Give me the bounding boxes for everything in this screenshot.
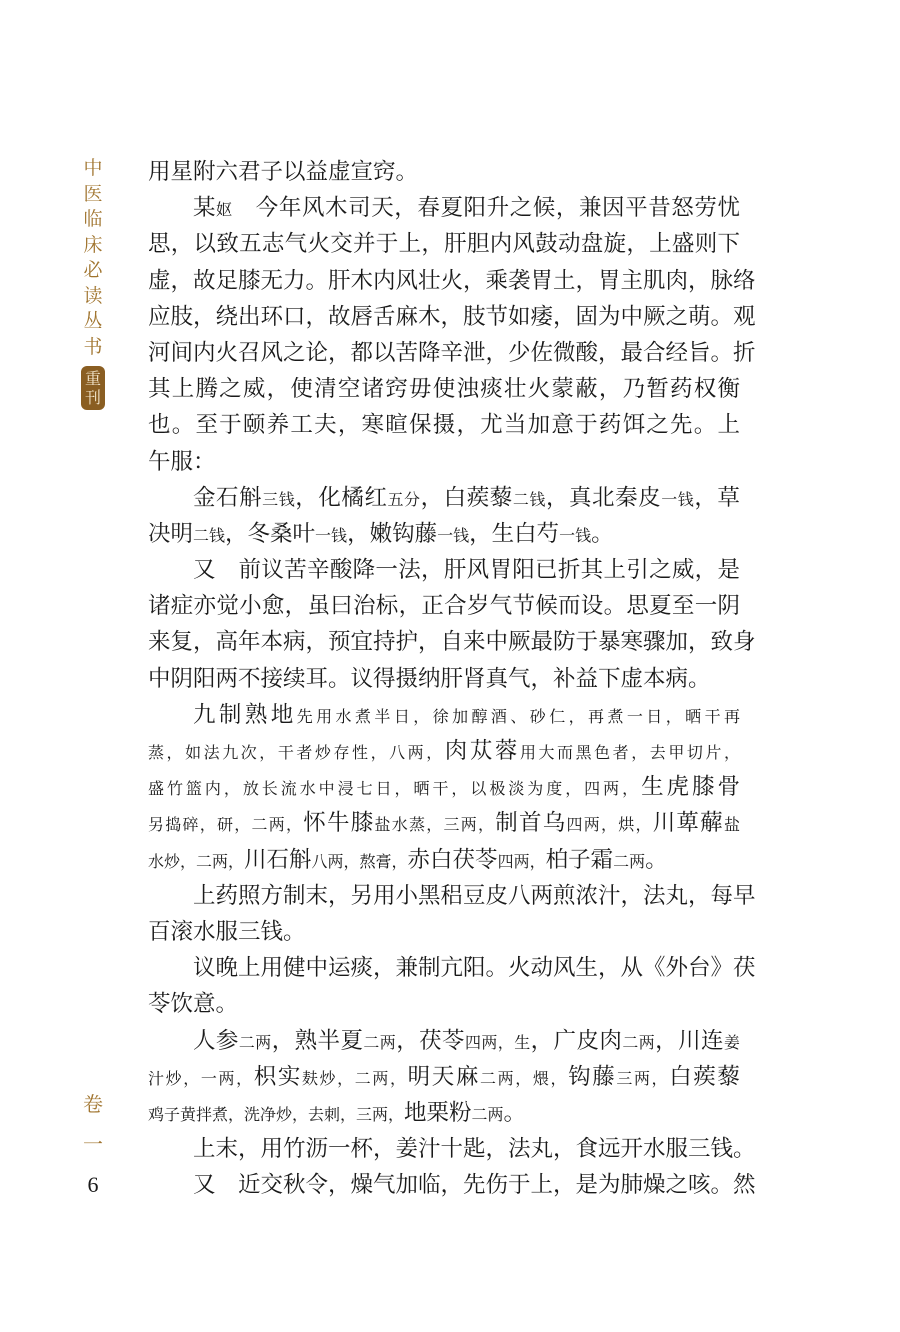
annotation-note: 四两， [497,851,546,871]
text-run: 地栗粉 [404,1099,472,1126]
annotation-note: 妪 [216,200,233,220]
text-run: 苓饮意。 [148,991,239,1018]
annotation-note: 二两 [471,1104,504,1124]
text-line [148,805,740,841]
annotation-note: 另捣碎，研，二两， [148,815,304,835]
annotation-note: 二两，煨， [480,1068,569,1088]
text-run: 枳实 [253,1063,302,1090]
text-run: 又 前议苦辛酸降一法，肝风胃阳已折其上引之威，是 [193,557,740,584]
reprint-seal [81,366,105,410]
annotation-note: 麸炒，二两， [301,1068,408,1088]
series-char: 临 [83,208,103,230]
text-run: 中阴阳两不接续耳。议得摄纳肝肾真气，补益下虚本病。 [148,665,711,692]
annotation-note: 汁炒，一两， [148,1068,254,1088]
series-char: 医 [83,182,103,205]
seal-char: 重 [84,369,101,388]
annotation-note: 三两， [616,1068,670,1088]
annotation-note: 盐 [723,815,740,835]
annotation-note: 二钱 [193,525,226,545]
text-line [148,1023,740,1059]
text-run: ，熟半夏 [271,1027,364,1054]
text-run: ，川连 [655,1027,724,1054]
text-run: 虚，故足膝无力。肝木内风壮火，乘袭胃土，胃主肌肉，脉络 [148,267,756,294]
annotation-note: 盐水蒸，三两， [374,815,496,835]
text-run: 明天麻 [407,1063,480,1090]
annotation-note: 二两 [363,1032,397,1052]
text-line [148,516,740,552]
text-line [148,1095,740,1131]
text-line [148,299,756,335]
annotation-note: 先用水煮半日，徐加醇酒、砂仁，再煮一日，晒干再 [296,706,740,726]
annotation-note: 四两，烘， [566,815,653,835]
text-run: 川萆薢 [652,810,724,837]
body-text [148,154,756,1203]
text-run: 赤白茯苓 [407,846,498,873]
page-number: 6 [87,1172,99,1197]
text-run: 。 [591,520,614,547]
text-line [148,986,740,1022]
series-title-vertical [80,156,106,410]
text-line [148,733,740,769]
text-run: 上药照方制末，另用小黑稆豆皮八两煎浓汁，法丸，每早 [193,882,756,909]
annotation-note: 五分 [387,489,421,509]
series-char: 床 [83,233,103,256]
text-line [148,226,740,262]
series-char: 丛 [83,310,103,332]
text-line [148,371,740,407]
text-run: 来复，高年本病，预宜持护，自来中厥最防于暴寒骤加，致身 [148,629,756,656]
text-run: 制首乌 [495,810,567,837]
text-line [148,1131,756,1167]
text-run: 决明 [148,520,194,547]
text-run: 柏子霜 [545,846,614,873]
text-line [148,769,740,805]
text-line [148,1059,740,1095]
annotation-note: 一钱 [437,525,470,545]
text-run: 又 近交秋令，燥气加临，先伤于上，是为肺燥之咳。然 [193,1172,756,1199]
annotation-note: 四两，生 [464,1032,531,1052]
annotation-note: 三钱 [262,489,296,509]
series-char: 读 [83,284,103,307]
seal-char: 刊 [84,388,101,407]
series-char: 中 [83,157,103,179]
annotation-note: 一钱 [315,525,348,545]
text-line [148,263,756,299]
annotation-note: 一钱 [661,489,695,509]
annotation-note: 姜 [723,1032,740,1052]
text-line [148,552,740,588]
text-run: 生虎膝骨 [641,774,740,801]
text-run: 午服： [148,448,216,475]
annotation-note: 用大而黑色者，去甲切片， [519,743,740,762]
text-line [148,335,756,371]
text-line [148,661,740,697]
text-run: 议晚上用健中运痰，兼制亢阳。火动风生，从《外台》茯 [193,955,756,982]
text-run: 河间内火召风之论，都以苦降辛泄，少佐微酸，最合经旨。折 [148,339,756,366]
text-run: 九制熟地 [193,701,297,728]
text-line [148,588,740,624]
annotation-note: 水炒，二两， [148,851,245,871]
text-run: ，茯苓 [396,1027,465,1054]
text-run: 也。至于颐养工夫，寒暄保摄，尤当加意于药饵之先。上 [148,412,740,439]
text-run: ，白蒺藜 [420,484,513,511]
text-line [148,480,740,516]
text-run: 金石斛 [193,484,263,511]
text-run: ，广皮肉 [530,1027,623,1054]
text-run: 某 [193,195,217,222]
text-run: 用星附六君子以益虚宣窍。 [148,159,419,185]
text-line [148,154,740,190]
annotation-note: 盛竹篮内，放长流水中浸七日，晒干，以极淡为度，四两， [148,779,642,799]
text-line [148,190,740,226]
series-char: 书 [83,335,103,358]
text-line [148,407,740,443]
annotation-note: 鸡子黄拌煮，洗净炒，去刺，三两， [148,1104,405,1124]
text-run: 。 [645,846,668,873]
text-run: 今年风木司天，春夏阳升之候，兼因平昔怒劳忧 [232,195,740,222]
text-run: ，冬桑叶 [225,520,316,547]
annotation-note: 一钱 [559,525,592,545]
text-run: 诸症亦觉小愈，虽曰治标，正合岁气节候而设。思夏至一阴 [148,593,740,620]
text-run: 上末，用竹沥一杯，姜汁十匙，法丸，食远开水服三钱。 [193,1136,756,1163]
text-run: ，嫩钩藤 [347,520,438,547]
text-run: 钩藤 [568,1063,617,1090]
text-line [148,842,740,878]
volume-label-char: 一 [83,1132,103,1156]
text-run: 川石斛 [244,846,312,873]
text-run: 肉苁蓉 [444,738,520,764]
text-run: 。 [503,1099,527,1126]
text-line [148,624,756,660]
text-line [148,950,756,986]
annotation-note: 蒸，如法九次，干者炒存性，八两， [148,743,445,762]
annotation-note: 二两 [622,1032,656,1052]
text-run: ，真北秦皮 [545,484,662,511]
text-run: 其上腾之威，使清空诸窍毋使浊痰壮火蒙蔽，乃暂药权衡 [148,376,740,403]
text-line [148,697,740,733]
text-line [148,444,740,480]
annotation-note: 八两，熬膏， [311,851,408,871]
annotation-note: 二钱 [512,489,546,509]
text-run: 怀牛膝 [303,810,375,837]
text-run: ，生白芍 [469,520,560,547]
text-run: 人参 [193,1027,239,1054]
text-run: ，化橘红 [295,484,388,511]
text-line [148,878,756,914]
text-run: ，草 [694,484,740,511]
series-char: 必 [83,259,103,281]
text-line [148,914,740,950]
annotation-note: 二两 [613,851,646,871]
text-run: 白蒺藜 [669,1063,740,1090]
text-run: 思，以致五志气火交并于上，肝胆内风鼓动盘旋，上盛则下 [148,231,740,258]
annotation-note: 二两 [238,1032,272,1052]
volume-label-char: 卷 [83,1092,103,1116]
text-run: 百滚水服三钱。 [148,918,306,945]
text-run: 应肢，绕出环口，故唇舌麻木，肢节如痿，固为中厥之萌。观 [148,303,756,330]
text-line [148,1167,756,1203]
